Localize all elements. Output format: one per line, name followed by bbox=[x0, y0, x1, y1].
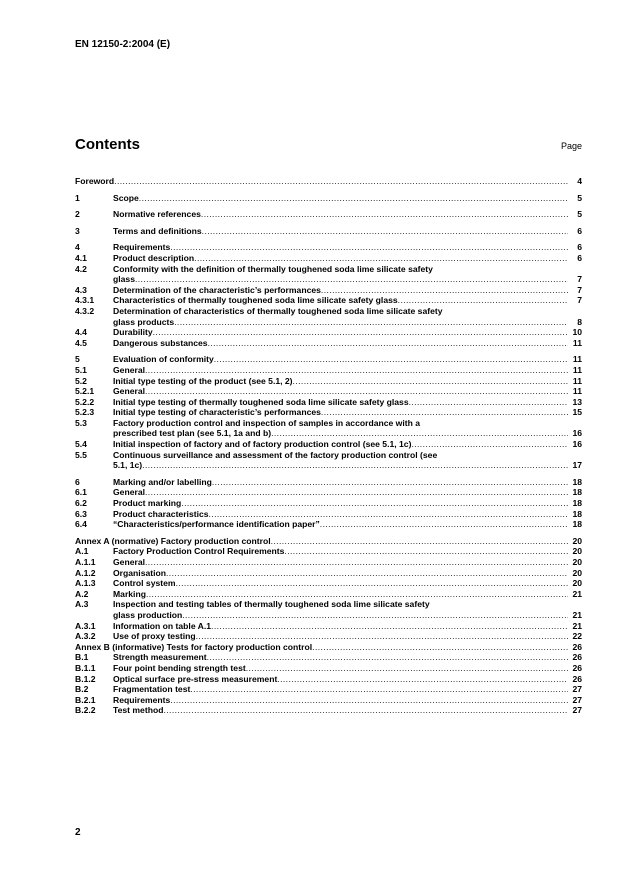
toc-entry[interactable] bbox=[75, 642, 582, 653]
dot-leader bbox=[212, 477, 568, 488]
toc-entry[interactable] bbox=[75, 439, 582, 450]
toc-entry-page: 17 bbox=[572, 460, 582, 471]
toc-entry-number: 5.4 bbox=[75, 439, 87, 450]
toc-entry-title: Determination of characteristics of thermally toughened soda lime silicate safety bbox=[113, 305, 443, 316]
toc-entry-page: 27 bbox=[572, 705, 582, 716]
toc-entry-title: Marking and/or labelling bbox=[113, 476, 212, 487]
toc-entry-title: Test method bbox=[113, 705, 164, 716]
toc-entry-number: 5 bbox=[75, 354, 80, 365]
toc-entry-title: Initial inspection of factory and of factory production control (see 5.1, 1c) bbox=[113, 439, 412, 450]
toc-entry[interactable] bbox=[75, 285, 582, 296]
toc-entry[interactable] bbox=[75, 705, 582, 716]
toc-entry-title: Use of proxy testing bbox=[113, 631, 196, 642]
toc-entry-number: 5.5 bbox=[75, 449, 87, 460]
toc-entry-title: Information on table A.1 bbox=[113, 620, 212, 631]
toc-entry[interactable] bbox=[75, 193, 582, 204]
toc-entry[interactable] bbox=[75, 327, 582, 338]
dot-leader bbox=[208, 338, 568, 349]
toc-entry[interactable] bbox=[75, 631, 582, 642]
toc-entry-number: B.1 bbox=[75, 652, 89, 663]
toc-entry-number: B.2.2 bbox=[75, 705, 96, 716]
table-of-contents bbox=[75, 176, 582, 716]
dot-leader bbox=[145, 557, 568, 568]
dot-leader bbox=[271, 428, 568, 439]
toc-entry-number: B.2.1 bbox=[75, 694, 96, 705]
toc-entry-title: Initial type testing of the product (see 5.1, 2) bbox=[113, 375, 293, 386]
toc-entry[interactable] bbox=[75, 450, 582, 461]
dot-leader bbox=[411, 439, 568, 450]
toc-entry-page: 18 bbox=[572, 487, 582, 498]
toc-entry-title: Fragmentation test bbox=[113, 684, 191, 695]
toc-entry-number: 6.2 bbox=[75, 498, 87, 509]
toc-entry[interactable] bbox=[75, 477, 582, 488]
dot-leader bbox=[190, 684, 568, 695]
toc-entry-title: Determination of the characteristic’s performances bbox=[113, 284, 321, 295]
toc-entry[interactable] bbox=[75, 695, 582, 706]
toc-entry[interactable] bbox=[75, 306, 582, 317]
toc-entry-number: A.1.2 bbox=[75, 567, 96, 578]
toc-entry-title: 5.1, 1c) bbox=[113, 460, 143, 471]
toc-entry[interactable] bbox=[75, 684, 582, 695]
toc-entry-page: 11 bbox=[572, 375, 582, 386]
toc-entry-page: 4 bbox=[577, 176, 582, 186]
dot-leader bbox=[146, 589, 568, 600]
toc-entry-page: 18 bbox=[572, 498, 582, 509]
toc-entry-page: 5 bbox=[577, 209, 582, 220]
toc-entry[interactable] bbox=[75, 546, 582, 557]
dot-leader bbox=[163, 705, 568, 716]
toc-entry[interactable] bbox=[75, 428, 582, 439]
toc-entry-page: 16 bbox=[572, 439, 582, 450]
dot-leader bbox=[196, 631, 568, 642]
dot-leader bbox=[202, 226, 568, 237]
document-id-header: EN 12150-2:2004 (E) bbox=[75, 39, 171, 50]
toc-entry-page: 10 bbox=[572, 327, 582, 338]
dot-leader bbox=[321, 407, 568, 418]
toc-entry[interactable] bbox=[75, 519, 582, 530]
toc-entry-title: prescribed test plan (see 5.1, 1a and b) bbox=[113, 428, 272, 439]
toc-entry-number: 4.5 bbox=[75, 337, 87, 348]
toc-entry[interactable] bbox=[75, 509, 582, 520]
toc-entry-page: 21 bbox=[572, 588, 582, 599]
toc-entry-number: A.2 bbox=[75, 588, 89, 599]
toc-entry[interactable] bbox=[75, 460, 582, 471]
toc-entry-title: Conformity with the definition of thermally toughened soda lime silicate safety bbox=[113, 263, 433, 274]
toc-entry-title: Initial type testing of thermally toughened soda lime silicate safety glass bbox=[113, 396, 409, 407]
page-number: 2 bbox=[75, 827, 81, 838]
toc-entry-number: 1 bbox=[75, 192, 80, 203]
toc-entry[interactable] bbox=[75, 407, 582, 418]
toc-entry[interactable] bbox=[75, 621, 582, 632]
dot-leader bbox=[153, 327, 568, 338]
toc-entry[interactable] bbox=[75, 498, 582, 509]
dot-leader bbox=[321, 285, 568, 296]
toc-entry-number: 6.1 bbox=[75, 487, 87, 498]
toc-entry-page: 18 bbox=[572, 476, 582, 487]
toc-entry[interactable] bbox=[75, 176, 582, 187]
dot-leader bbox=[145, 386, 568, 397]
toc-entry-title: Optical surface pre-stress measurement bbox=[113, 673, 278, 684]
toc-entry[interactable] bbox=[75, 242, 582, 253]
toc-entry[interactable] bbox=[75, 568, 582, 579]
toc-entry-title: Normative references bbox=[113, 209, 201, 220]
page-title: Contents bbox=[75, 136, 140, 153]
toc-entry[interactable] bbox=[75, 536, 582, 547]
dot-leader bbox=[209, 509, 568, 520]
toc-entry-title: Continuous surveillance and assessment of the factory production control (see bbox=[113, 449, 438, 460]
dot-leader bbox=[201, 209, 568, 220]
toc-entry-page: 6 bbox=[577, 242, 582, 253]
dot-leader bbox=[182, 610, 568, 621]
toc-entry-number: 4.3 bbox=[75, 284, 87, 295]
toc-entry-page: 27 bbox=[572, 684, 582, 695]
toc-entry-title: Requirements bbox=[113, 242, 171, 253]
toc-entry-page: 26 bbox=[572, 652, 582, 663]
toc-entry[interactable] bbox=[75, 274, 582, 285]
toc-entry-title: Characteristics of thermally toughened soda lime silicate safety glass bbox=[113, 295, 398, 306]
toc-entry-page: 27 bbox=[572, 694, 582, 705]
toc-entry[interactable] bbox=[75, 418, 582, 429]
dot-leader bbox=[398, 295, 568, 306]
toc-entry[interactable] bbox=[75, 264, 582, 275]
toc-entry-title: Marking bbox=[113, 588, 146, 599]
dot-leader bbox=[320, 519, 568, 530]
toc-entry-number: B.2 bbox=[75, 684, 89, 695]
toc-entry-number: 4.2 bbox=[75, 263, 87, 274]
toc-entry-page: 26 bbox=[572, 662, 582, 673]
toc-entry[interactable] bbox=[75, 397, 582, 408]
dot-leader bbox=[142, 460, 568, 471]
toc-entry[interactable] bbox=[75, 557, 582, 568]
toc-entry-page: 22 bbox=[572, 631, 582, 642]
toc-entry-page: 11 bbox=[572, 386, 582, 397]
toc-entry[interactable] bbox=[75, 599, 582, 610]
toc-entry-title: Control system bbox=[113, 578, 176, 589]
toc-entry-title: General bbox=[113, 487, 146, 498]
toc-entry-title: Strength measurement bbox=[113, 652, 207, 663]
toc-entry-page: 20 bbox=[572, 535, 582, 546]
dot-leader bbox=[211, 621, 568, 632]
toc-entry[interactable] bbox=[75, 386, 582, 397]
toc-entry-title: Evaluation of conformity bbox=[113, 354, 214, 365]
dot-leader bbox=[409, 397, 568, 408]
dot-leader bbox=[277, 674, 568, 685]
toc-entry-number: A.1 bbox=[75, 546, 89, 557]
dot-leader bbox=[176, 578, 568, 589]
dot-leader bbox=[135, 274, 568, 285]
toc-entry-page: 5 bbox=[577, 192, 582, 203]
toc-entry-number: 4.3.1 bbox=[75, 295, 95, 306]
toc-entry-number: 4 bbox=[75, 242, 80, 253]
dot-leader bbox=[145, 365, 568, 376]
toc-entry-title: Product description bbox=[113, 252, 195, 263]
toc-entry[interactable] bbox=[75, 376, 582, 387]
toc-entry[interactable] bbox=[75, 338, 582, 349]
toc-entry-number: 5.2.1 bbox=[75, 386, 95, 397]
toc-entry-title: General bbox=[113, 364, 146, 375]
dot-leader bbox=[170, 242, 568, 253]
dot-leader bbox=[214, 354, 568, 365]
toc-entry-number: A.3.2 bbox=[75, 631, 96, 642]
toc-entry-number: 6.4 bbox=[75, 519, 87, 530]
toc-entry-number: 5.3 bbox=[75, 417, 87, 428]
dot-leader bbox=[174, 317, 568, 328]
toc-entry[interactable] bbox=[75, 610, 582, 621]
dot-leader bbox=[293, 376, 568, 387]
dot-leader bbox=[181, 498, 568, 509]
toc-entry[interactable] bbox=[75, 209, 582, 220]
toc-entry-page: 16 bbox=[572, 428, 582, 439]
toc-entry-number: 5.2.2 bbox=[75, 396, 95, 407]
toc-entry-page: 6 bbox=[577, 225, 582, 236]
toc-entry-page: 7 bbox=[577, 295, 582, 306]
toc-entry-page: 20 bbox=[572, 557, 582, 567]
toc-entry[interactable] bbox=[75, 354, 582, 365]
toc-entry-page: 11 bbox=[572, 354, 582, 365]
dot-leader bbox=[246, 663, 568, 674]
toc-entry[interactable] bbox=[75, 295, 582, 306]
toc-entry-page: 7 bbox=[577, 284, 582, 295]
toc-entry-title: Product marking bbox=[113, 498, 182, 509]
toc-entry-title: Dangerous substances bbox=[113, 337, 208, 348]
toc-entry-page: 26 bbox=[572, 641, 582, 652]
toc-entry-title: Factory Production Control Requirements bbox=[113, 546, 285, 557]
toc-entry-number: 2 bbox=[75, 209, 80, 220]
toc-entry-page: 18 bbox=[572, 519, 582, 530]
dot-leader bbox=[145, 487, 568, 498]
toc-entry-title: Initial type testing of characteristic’s performances bbox=[113, 407, 321, 418]
toc-entry-title: Terms and definitions bbox=[113, 225, 202, 236]
toc-entry[interactable] bbox=[75, 589, 582, 600]
dot-leader bbox=[207, 652, 568, 663]
toc-entry-page: 7 bbox=[577, 274, 582, 285]
toc-entry-number: 4.3.2 bbox=[75, 305, 95, 316]
toc-entry-title: General bbox=[113, 386, 146, 397]
dot-leader bbox=[139, 193, 568, 204]
toc-entry-title: Requirements bbox=[113, 694, 171, 705]
toc-entry-number: 6.3 bbox=[75, 508, 87, 519]
toc-entry-page: 15 bbox=[572, 407, 582, 418]
toc-entry-page: 20 bbox=[572, 578, 582, 589]
toc-entry-title: Scope bbox=[113, 192, 139, 203]
dot-leader bbox=[271, 536, 568, 547]
dot-leader bbox=[114, 176, 568, 187]
toc-entry-number: 5.2 bbox=[75, 375, 87, 386]
toc-entry-title: Four point bending strength test bbox=[113, 662, 246, 673]
toc-entry-title: Organisation bbox=[113, 567, 167, 578]
toc-entry-title: glass bbox=[113, 274, 135, 285]
toc-entry-title: Product characteristics bbox=[113, 508, 209, 519]
toc-entry[interactable] bbox=[75, 253, 582, 264]
dot-leader bbox=[194, 253, 568, 264]
toc-entry-title: Factory production control and inspection of samples in accordance with a bbox=[113, 417, 421, 428]
toc-entry-title: glass production bbox=[113, 609, 183, 620]
toc-entry-page: 20 bbox=[572, 567, 582, 578]
toc-entry-number: A.1.3 bbox=[75, 578, 96, 589]
toc-entry-title: Inspection and testing tables of thermally toughened soda lime silicate safety bbox=[113, 599, 430, 610]
toc-entry-title: “Characteristics/performance identification paper” bbox=[113, 519, 320, 530]
toc-entry-number: B.1.2 bbox=[75, 673, 96, 684]
toc-entry-page: 6 bbox=[577, 252, 582, 263]
toc-entry-number: B.1.1 bbox=[75, 662, 96, 673]
toc-entry-number: 5.2.3 bbox=[75, 407, 95, 418]
toc-entry[interactable] bbox=[75, 663, 582, 674]
dot-leader bbox=[312, 642, 568, 653]
dot-leader bbox=[284, 546, 568, 557]
toc-entry[interactable] bbox=[75, 365, 582, 376]
toc-entry-page: 8 bbox=[577, 316, 582, 327]
toc-entry-number: 4.1 bbox=[75, 252, 87, 263]
toc-entry-number: A.3 bbox=[75, 599, 89, 610]
toc-entry-number: 5.1 bbox=[75, 364, 87, 375]
toc-entry-number: A.3.1 bbox=[75, 620, 96, 631]
toc-entry-number: 3 bbox=[75, 225, 80, 236]
toc-entry-title: Annex B (informative) Tests for factory production control bbox=[75, 641, 313, 652]
toc-entry-title: General bbox=[113, 557, 146, 567]
dot-leader bbox=[166, 568, 568, 579]
toc-entry-number: 6 bbox=[75, 476, 80, 487]
toc-entry-title: glass products bbox=[113, 316, 175, 327]
toc-entry-page: 13 bbox=[572, 396, 582, 407]
toc-entry-page: 20 bbox=[572, 546, 582, 557]
toc-entry[interactable] bbox=[75, 652, 582, 663]
toc-entry-page: 11 bbox=[572, 337, 582, 348]
toc-entry-number: 4.4 bbox=[75, 327, 87, 338]
toc-entry-page: 26 bbox=[572, 673, 582, 684]
toc-entry-page: 18 bbox=[572, 508, 582, 519]
toc-entry-number: A.1.1 bbox=[75, 557, 96, 567]
toc-entry[interactable] bbox=[75, 674, 582, 685]
toc-entry-title: Annex A (normative) Factory production control bbox=[75, 535, 271, 546]
toc-entry[interactable] bbox=[75, 487, 582, 498]
toc-entry[interactable] bbox=[75, 317, 582, 328]
toc-entry-title: Durability bbox=[113, 327, 153, 338]
toc-entry-title: Foreword bbox=[75, 176, 115, 186]
toc-entry-page: 21 bbox=[572, 620, 582, 631]
toc-entry-page: 21 bbox=[572, 609, 582, 620]
page-column-label: Page bbox=[560, 141, 582, 151]
toc-entry-page: 11 bbox=[572, 364, 582, 375]
dot-leader bbox=[170, 695, 568, 706]
toc-entry[interactable] bbox=[75, 578, 582, 589]
toc-entry[interactable] bbox=[75, 226, 582, 237]
